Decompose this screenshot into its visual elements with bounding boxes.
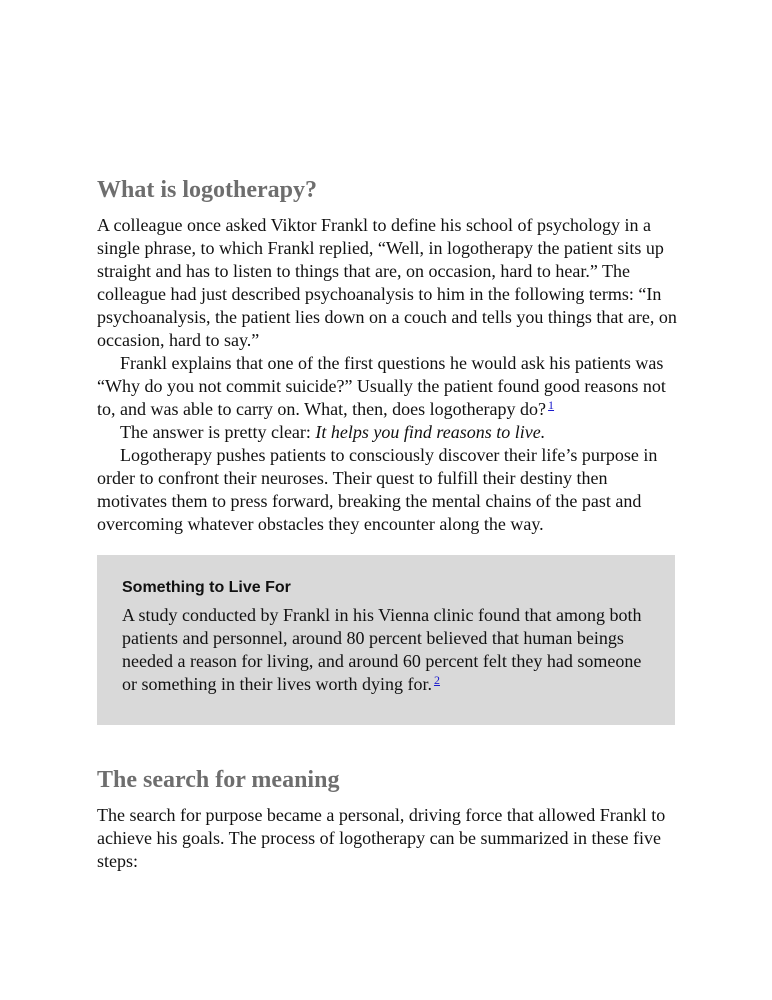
- paragraph-text: The answer is pretty clear:: [120, 422, 316, 442]
- body-paragraph: A colleague once asked Viktor Frankl to define his school of psychology in a single phrase, to which Frankl replied, “Well, in logotherapy the patient sits up straight and has to listen to things that are, on occasion, hard to hear.” The colleague had just described psychoanalysis to him in the following terms: “In psychoanalysis, the patient lies down on a couch and tells you things that are, on occasion, hard to say.”: [97, 215, 677, 350]
- body-paragraph: [97, 421, 677, 444]
- sidebar-paragraph: [122, 604, 651, 696]
- body-paragraph: Logotherapy pushes patients to consciously discover their life’s purpose in order to confront their neuroses. Their quest to fulfill their destiny then motivates them to press forward, breaking the mental chains of the past and overcoming whatever obstacles they encounter along the way.: [97, 445, 658, 534]
- section-search-for-meaning: [97, 762, 677, 873]
- sidebar-title: Something to Live For: [122, 579, 291, 596]
- emphasized-text: It helps you find reasons to live.: [315, 422, 546, 442]
- section-heading: The search for meaning: [97, 767, 340, 793]
- section-heading: What is logotherapy?: [97, 177, 318, 203]
- footnote-link[interactable]: 2: [433, 673, 440, 687]
- body-paragraph: [97, 352, 677, 421]
- footnote-link[interactable]: 1: [548, 398, 555, 412]
- sidebar-text: A study conducted by Frankl in his Vienna clinic found that among both patients and personnel, around 80 percent believed that human beings needed a reason for living, and around 60 percent felt they had someone or something in their lives worth dying for.: [122, 605, 642, 694]
- sidebar-box: [97, 555, 675, 725]
- paragraph-text: Frankl explains that one of the first questions he would ask his patients was “Why do you not commit suicide?” Usually the patient found good reasons not to, and was able to carry on. What, then, does logotherapy do?: [97, 353, 666, 419]
- section-what-is-logotherapy: [97, 172, 677, 536]
- body-paragraph: The search for purpose became a personal, driving force that allowed Frankl to achieve his goals. The process of logotherapy can be summarized in these five steps:: [97, 805, 666, 871]
